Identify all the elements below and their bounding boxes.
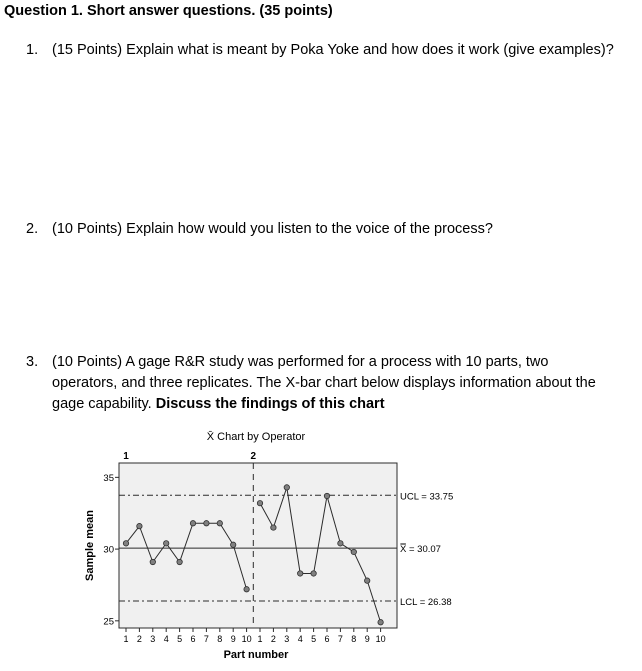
data-point xyxy=(338,541,343,546)
x-tick-label: 1 xyxy=(123,634,129,644)
x-tick-label: 3 xyxy=(150,634,156,644)
data-point xyxy=(311,571,316,576)
x-tick-label: 7 xyxy=(203,634,209,644)
x-tick-label: 9 xyxy=(364,634,370,644)
data-point xyxy=(365,578,370,583)
ucl-label: UCL = 33.75 xyxy=(400,491,454,503)
x-tick-label: 4 xyxy=(297,634,303,644)
data-point xyxy=(231,542,236,547)
x-tick-label: 10 xyxy=(375,634,386,644)
operator-label: 1 xyxy=(123,451,129,462)
x-tick-label: 5 xyxy=(177,634,183,644)
question-number: 1. xyxy=(26,42,39,58)
data-point xyxy=(177,559,182,564)
plot-area xyxy=(119,463,397,628)
data-point xyxy=(324,493,329,498)
data-point xyxy=(150,559,155,564)
x-tick-label: 3 xyxy=(284,634,290,644)
x-tick-label: 2 xyxy=(270,634,276,644)
y-tick-label: 30 xyxy=(103,544,114,556)
data-point xyxy=(298,571,303,576)
question-emphasis: Discuss the findings of this chart xyxy=(155,396,385,412)
x-tick-label: 7 xyxy=(337,634,343,644)
data-point xyxy=(164,541,169,546)
data-point xyxy=(351,549,356,554)
x-tick-label: 4 xyxy=(163,634,169,644)
section-heading: Question 1. Short answer questions. (35 points) xyxy=(4,3,333,19)
x-tick-label: 8 xyxy=(351,634,357,644)
y-tick-label: 35 xyxy=(103,472,114,484)
x-tick-label: 9 xyxy=(230,634,236,644)
question-number: 2. xyxy=(26,221,39,237)
center-label: X̿ = 30.07 xyxy=(400,544,441,556)
question-text: (15 Points) Explain what is meant by Poka Yoke and how does it work (give examples)? xyxy=(52,42,614,58)
operator-label: 2 xyxy=(250,451,257,462)
y-axis-label: Sample mean xyxy=(84,510,96,581)
x-tick-label: 6 xyxy=(190,634,196,644)
x-tick-label: 6 xyxy=(324,634,330,644)
data-point xyxy=(190,521,195,526)
data-point xyxy=(257,500,262,505)
x-tick-label: 1 xyxy=(257,634,263,644)
question-body: (10 Points) A gage R&R study was performed for a process with 10 parts, two operators, and three replicates. The X-bar chart below displays information about the gage capability. xyxy=(52,354,596,412)
lcl-label: LCL = 26.38 xyxy=(400,597,452,609)
x-tick-label: 5 xyxy=(311,634,317,644)
data-point xyxy=(378,620,383,625)
data-point xyxy=(244,587,249,592)
chart-title: X̄ Chart by Operator xyxy=(206,431,306,443)
y-tick-label: 25 xyxy=(103,616,114,628)
data-point xyxy=(123,541,128,546)
data-point xyxy=(271,525,276,530)
x-tick-label: 2 xyxy=(136,634,142,644)
data-point xyxy=(217,521,222,526)
data-point xyxy=(284,485,289,490)
x-tick-label: 8 xyxy=(217,634,223,644)
question-text: (10 Points) Explain how would you listen to the voice of the process? xyxy=(52,221,493,237)
x-axis-label: Part number xyxy=(223,649,289,661)
question-number: 3. xyxy=(26,354,39,370)
data-point xyxy=(204,521,209,526)
data-point xyxy=(137,523,142,528)
x-tick-label: 10 xyxy=(241,634,252,644)
